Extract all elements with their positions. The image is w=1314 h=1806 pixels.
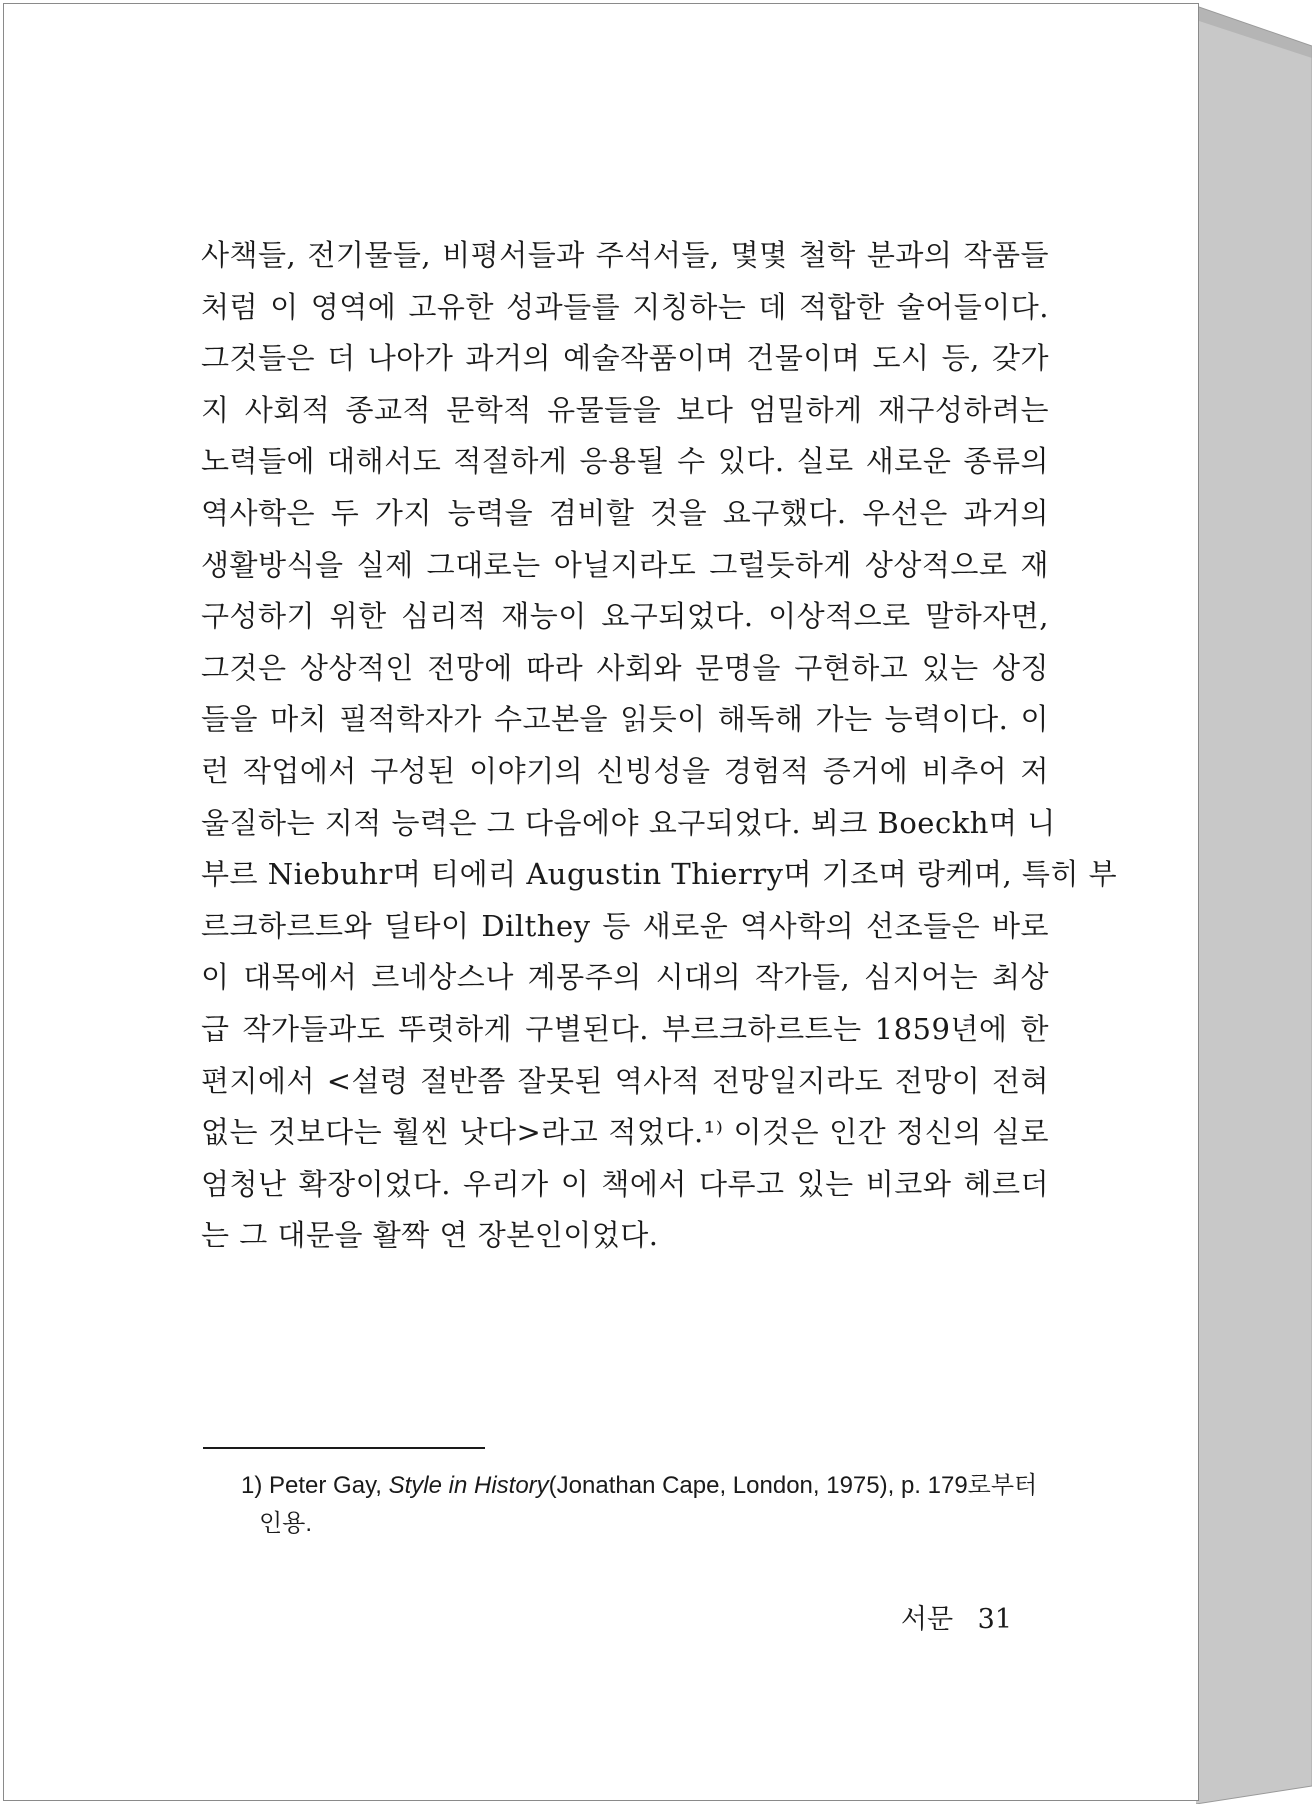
text-line: 편지에서 <설령 절반쯤 잘못된 역사적 전망일지라도 전망이 전혀 [201, 1063, 1049, 1098]
footnote-title: Style in History [388, 1472, 549, 1499]
running-footer-section: 서문 [900, 1604, 954, 1635]
text-line: 구성하기 위한 심리적 재능이 요구되었다. 이상적으로 말하자면, [201, 599, 1049, 634]
page-footer [901, 1597, 1012, 1636]
text-line: 르크하르트와 딜타이 Dilthey 등 새로운 역사학의 선조들은 바로 [201, 908, 1049, 943]
text-line: 노력들에 대해서도 적절하게 응용될 수 있다. 실로 새로운 종류의 [201, 444, 1049, 479]
footnote [241, 1467, 1051, 1543]
footnote-continuation: 인용. [259, 1510, 313, 1537]
footnote-marker: 1) [241, 1472, 263, 1499]
text-line: 사책들, 전기물들, 비평서들과 주석서들, 몇몇 철학 분과의 작품들 [201, 238, 1049, 272]
text-line: 그것은 상상적인 전망에 따라 사회와 문명을 구현하고 있는 상징 [201, 650, 1049, 685]
text-line: 처럼 이 영역에 고유한 성과들를 지칭하는 데 적합한 술어들이다. [201, 289, 1049, 324]
text-line: 그것들은 더 나아가 과거의 예술작품이며 건물이며 도시 등, 갖가 [201, 341, 1049, 376]
book-page [3, 3, 1199, 1801]
text-line: 부르 Niebuhr며 티에리 Augustin Thierry며 기조며 랑케며, 특히 부 [201, 857, 1118, 892]
text-line: 는 그 대문을 활짝 연 장본인이었다. [201, 1218, 659, 1253]
body-text [201, 230, 1118, 1262]
text-line: 급 작가들과도 뚜렷하게 구별된다. 부르크하르트는 1859년에 한 [201, 1011, 1049, 1046]
text-line: 지 사회적 종교적 문학적 유물들을 보다 엄밀하게 재구성하려는 [201, 392, 1049, 427]
page-number: 31 [977, 1604, 1012, 1635]
text-line: 이 대목에서 르네상스나 계몽주의 시대의 작가들, 심지어는 최상 [201, 960, 1049, 995]
footnote-divider [203, 1447, 485, 1449]
text-line: 엄청난 확장이었다. 우리가 이 책에서 다루고 있는 비코와 헤르더 [201, 1166, 1049, 1201]
text-line: 런 작업에서 구성된 이야기의 신빙성을 경험적 증거에 비추어 저 [201, 753, 1049, 788]
text-line: 들을 마치 필적학자가 수고본을 읽듯이 해독해 가는 능력이다. 이 [201, 702, 1049, 737]
text-line: 없는 것보다는 훨씬 낫다>라고 적었다.¹⁾ 이것은 인간 정신의 실로 [201, 1115, 1049, 1150]
footnote-author: Peter Gay, [269, 1472, 382, 1499]
text-line: 울질하는 지적 능력은 그 다음에야 요구되었다. 뵈크 Boeckh며 니 [201, 805, 1056, 840]
text-line: 생활방식을 실제 그대로는 아닐지라도 그럴듯하게 상상적으로 재 [201, 547, 1049, 582]
footnote-line [241, 1467, 1051, 1505]
text-line: 역사학은 두 가지 능력을 겸비할 것을 요구했다. 우선은 과거의 [201, 495, 1049, 530]
footnote-publication: (Jonathan Cape, London, 1975), p. 179로부터 [548, 1472, 1038, 1499]
book-side-edge [1196, 6, 1312, 1804]
